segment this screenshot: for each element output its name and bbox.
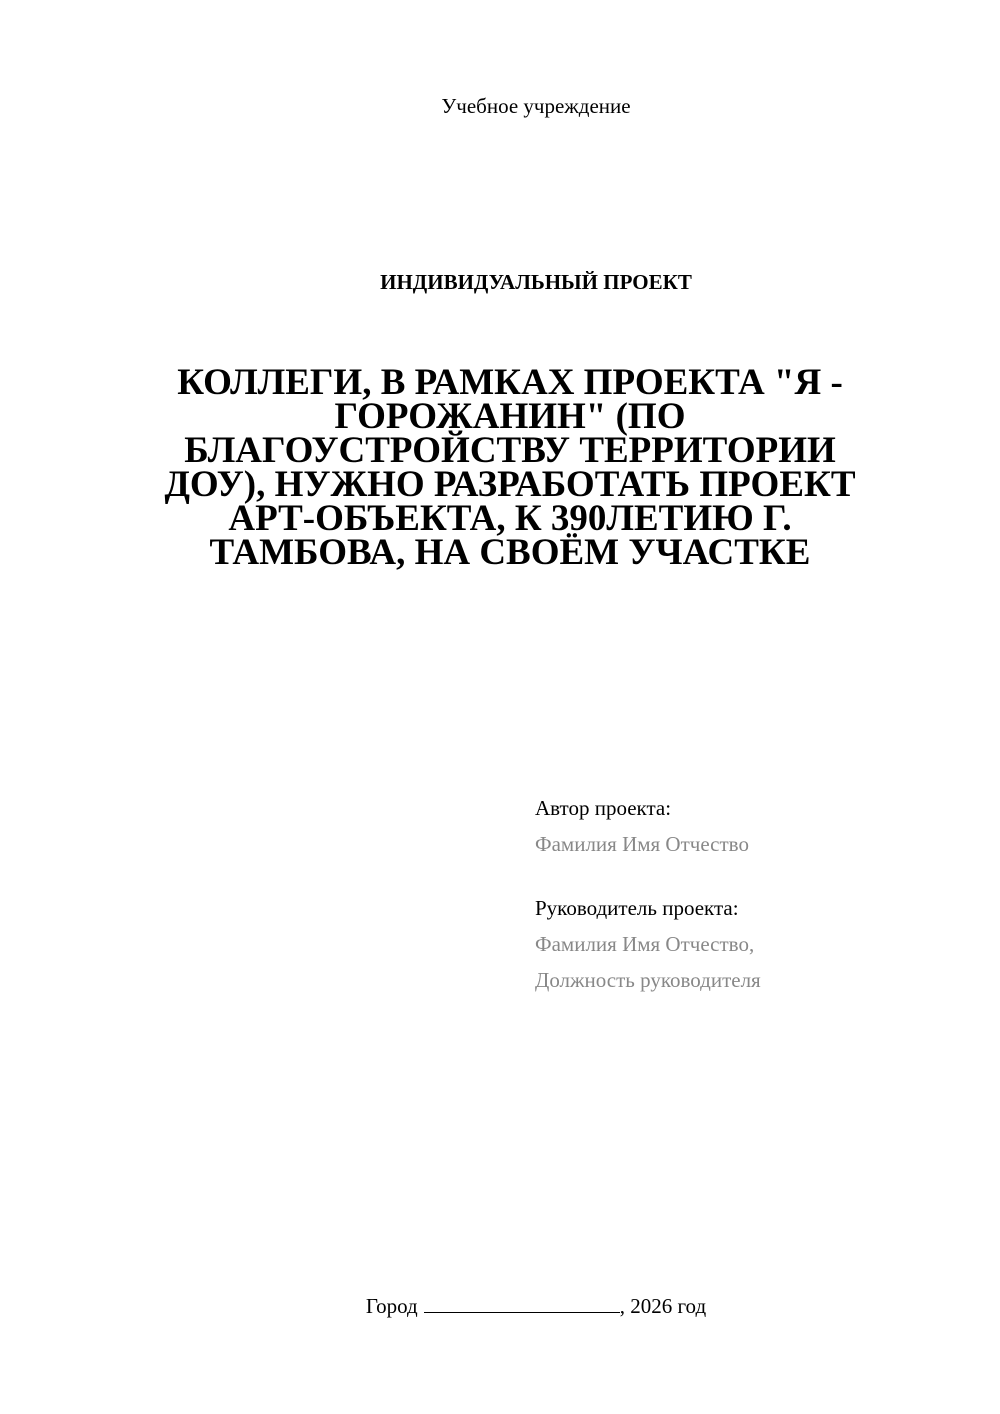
- project-credits: [535, 790, 975, 998]
- author-label: Автор проекта:: [535, 796, 672, 820]
- city-year-line: [36, 1292, 1000, 1319]
- project-title-line: ДОУ), НУЖНО РАЗРАБОТАТЬ ПРОЕКТ: [164, 464, 856, 505]
- project-title-line: ГОРОЖАНИН" (ПО: [334, 396, 686, 437]
- city-label: Город: [365, 1294, 418, 1318]
- institution-name: Учебное учреждение: [441, 94, 631, 118]
- year-text: , 2026 год: [619, 1294, 707, 1318]
- project-title-line: КОЛЛЕГИ, В РАМКАХ ПРОЕКТА "Я -: [177, 362, 843, 403]
- project-title-line: БЛАГОУСТРОЙСТВУ ТЕРРИТОРИИ: [184, 430, 836, 471]
- project-title-line: ТАМБОВА, НА СВОЁМ УЧАСТКЕ: [209, 532, 811, 573]
- project-title: [160, 362, 860, 573]
- supervisor-position: Должность руководителя: [535, 968, 761, 992]
- project-title-line: АРТ-ОБЪЕКТА, К 390ЛЕТИЮ Г.: [228, 498, 792, 539]
- city-blank-line: [424, 1292, 620, 1313]
- supervisor-label: Руководитель проекта:: [535, 896, 739, 920]
- document-type: ИНДИВИДУАЛЬНЫЙ ПРОЕКТ: [380, 270, 692, 294]
- spacer: [535, 862, 975, 890]
- supervisor-name: Фамилия Имя Отчество,: [535, 932, 755, 956]
- author-name: Фамилия Имя Отчество: [535, 832, 749, 856]
